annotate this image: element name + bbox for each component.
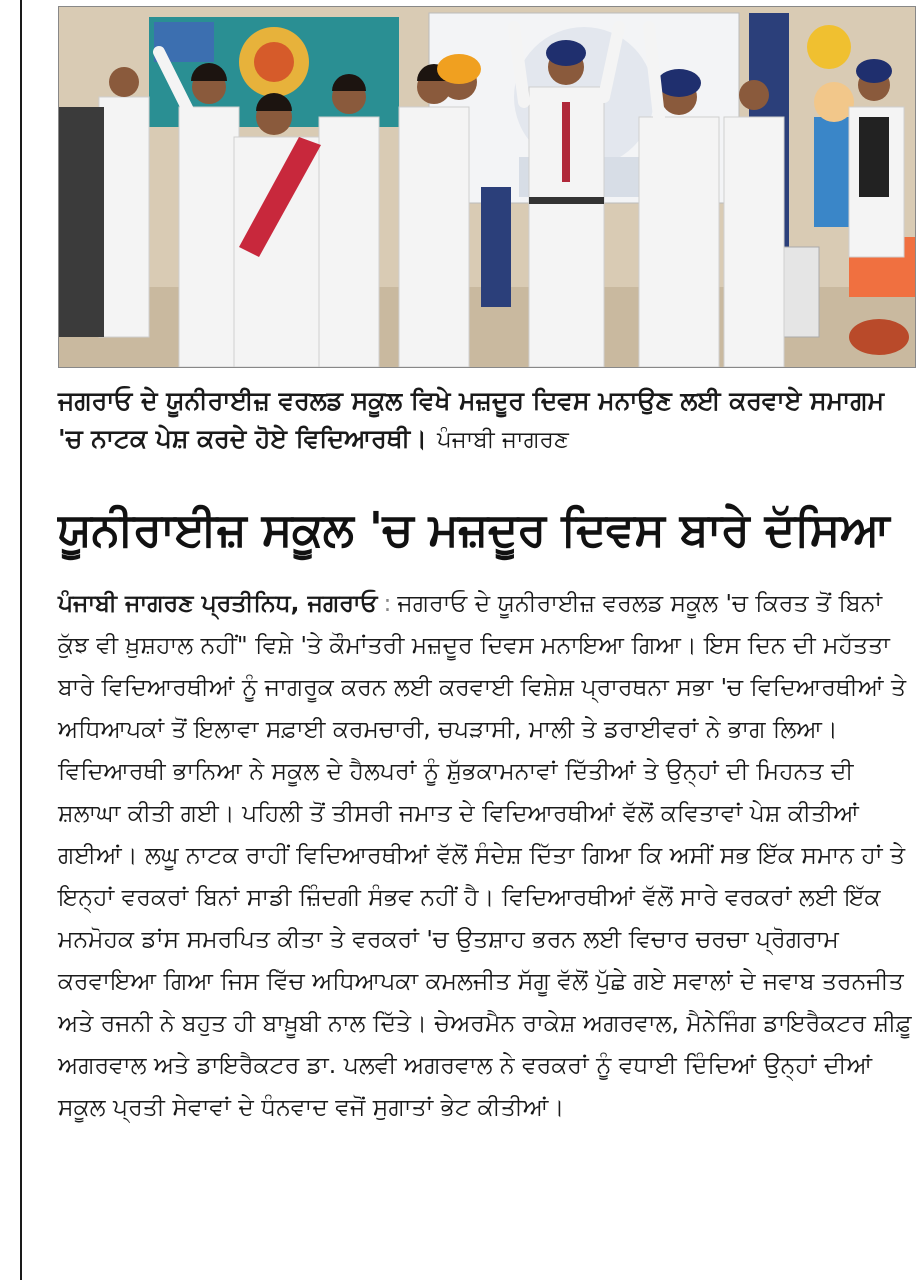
byline-separator: :: [383, 589, 392, 617]
caption-credit: ਪੰਜਾਬੀ ਜਾਗਰਣ: [436, 427, 569, 453]
photo-caption: [58, 382, 914, 459]
students-performing-play-image: [59, 7, 915, 367]
caption-text: ਜਗਰਾਓ ਦੇ ਯੂਨੀਰਾਈਜ਼ ਵਰਲਡ ਸਕੂਲ ਵਿਖੇ ਮਜ਼ਦੂਰ ਦਿਵਸ ਮਨਾਉਣ ਲਈ ਕਰਵਾਏ ਸਮਾਗਮ 'ਚ ਨਾਟਕ ਪੇਸ਼ ਕਰਦੇ ਹੋਏ ਵਿਦਿਆਰਥੀ।: [58, 386, 885, 453]
article-headline: ਯੂਨੀਰਾਈਜ਼ ਸਕੂਲ 'ਚ ਮਜ਼ਦੂਰ ਦਿਵਸ ਬਾਰੇ ਦੱਸਿਆ: [58, 502, 890, 556]
column-rule: [20, 0, 22, 1280]
article-text: ਜਗਰਾਓ ਦੇ ਯੂਨੀਰਾਈਜ਼ ਵਰਲਡ ਸਕੂਲ 'ਚ ਕਿਰਤ ਤੋਂ ਬਿਨਾਂ ਕੁੱਝ ਵੀ ਖ਼ੁਸ਼ਹਾਲ ਨਹੀਂ" ਵਿਸ਼ੇ 'ਤੇ ਕੌਮਾਂਤਰੀ ਮਜ਼ਦੂਰ ਦਿਵਸ ਮਨਾਇਆ ਗਿਆ। ਇਸ ਦਿਨ ਦੀ ਮਹੱਤਤਾ ਬਾਰੇ ਵਿਦਿਆਰਥੀਆਂ ਨੂੰ ਜਾਗਰੂਕ ਕਰਨ ਲਈ ਕਰਵਾਈ ਵਿਸ਼ੇਸ਼ ਪ੍ਰਾਰਥਨਾ ਸਭਾ 'ਚ ਵਿਦਿਆਰਥੀਆਂ ਤੇ ਅਧਿਆਪਕਾਂ ਤੋਂ ਇਲਾਵਾ ਸਫ਼ਾਈ ਕਰਮਚਾਰੀ, ਚਪੜਾਸੀ, ਮਾਲੀ ਤੇ ਡਰਾਈਵਰਾਂ ਨੇ ਭਾਗ ਲਿਆ। ਵਿਦਿਆਰਥੀ ਭਾਨਿਆ ਨੇ ਸਕੂਲ ਦੇ ਹੈਲਪਰਾਂ ਨੂੰ ਸ਼ੁੱਭਕਾਮਨਾਵਾਂ ਦਿੱਤੀਆਂ ਤੇ ਉਨ੍ਹਾਂ ਦੀ ਮਿਹਨਤ ਦੀ ਸ਼ਲਾਘਾ ਕੀਤੀ ਗਈ। ਪਹਿਲੀ ਤੋਂ ਤੀਸਰੀ ਜਮਾਤ ਦੇ ਵਿਦਿਆਰਥੀਆਂ ਵੱਲੋਂ ਕਵਿਤਾਵਾਂ ਪੇਸ਼ ਕੀਤੀਆਂ ਗਈਆਂ। ਲਘੂ ਨਾਟਕ ਰਾਹੀਂ ਵਿਦਿਆਰਥੀਆਂ ਵੱਲੋਂ ਸੰਦੇਸ਼ ਦਿੱਤਾ ਗਿਆ ਕਿ ਅਸੀਂ ਸਭ ਇੱਕ ਸਮਾਨ ਹਾਂ ਤੇ ਇਨ੍ਹਾਂ ਵਰਕਰਾਂ ਬਿਨਾਂ ਸਾਡੀ ਜ਼ਿੰਦਗੀ ਸੰਭਵ ਨਹੀਂ ਹੈ। ਵਿਦਿਆਰਥੀਆਂ ਵੱਲੋਂ ਸਾਰੇ ਵਰਕਰਾਂ ਲਈ ਇੱਕ ਮਨਮੋਹਕ ਡਾਂਸ ਸਮਰਪਿਤ ਕੀਤਾ ਤੇ ਵਰਕਰਾਂ 'ਚ ਉਤਸ਼ਾਹ ਭਰਨ ਲਈ ਵਿਚਾਰ ਚਰਚਾ ਪ੍ਰੋਗਰਾਮ ਕਰਵਾਇਆ ਗਿਆ ਜਿਸ ਵਿੱਚ ਅਧਿਆਪਕਾ ਕਮਲਜੀਤ ਸੱਗੂ ਵੱਲੋਂ ਪੁੱਛੇ ਗਏ ਸਵਾਲਾਂ ਦੇ ਜਵਾਬ ਤਰਨਜੀਤ ਅਤੇ ਰਜਨੀ ਨੇ ਬਹੁਤ ਹੀ ਬਾਖ਼ੂਬੀ ਨਾਲ ਦਿੱਤੇ। ਚੇਅਰਮੈਨ ਰਾਕੇਸ਼ ਅਗਰਵਾਲ, ਮੈਨੇਜਿੰਗ ਡਾਇਰੈਕਟਰ ਸ਼ੀਫ਼ੂ ਅਗਰਵਾਲ ਅਤੇ ਡਾਇਰੈਕਟਰ ਡਾ. ਪਲਵੀ ਅਗਰਵਾਲ ਨੇ ਵਰਕਰਾਂ ਨੂੰ ਵਧਾਈ ਦਿੰਦਿਆਂ ਉਨ੍ਹਾਂ ਦੀਆਂ ਸਕੂਲ ਪ੍ਰਤੀ ਸੇਵਾਵਾਂ ਦੇ ਧੰਨਵਾਦ ਵਜੋਂ ਸੁਗਾਤਾਂ ਭੇਟ ਕੀਤੀਆਂ।: [58, 589, 912, 1121]
article-byline: ਪੰਜਾਬੀ ਜਾਗਰਣ ਪ੍ਰਤੀਨਿਧ, ਜਗਰਾਓ: [58, 589, 378, 617]
article-body: [58, 582, 914, 1128]
news-photo: [58, 6, 916, 368]
article-paragraph: [58, 582, 914, 1128]
